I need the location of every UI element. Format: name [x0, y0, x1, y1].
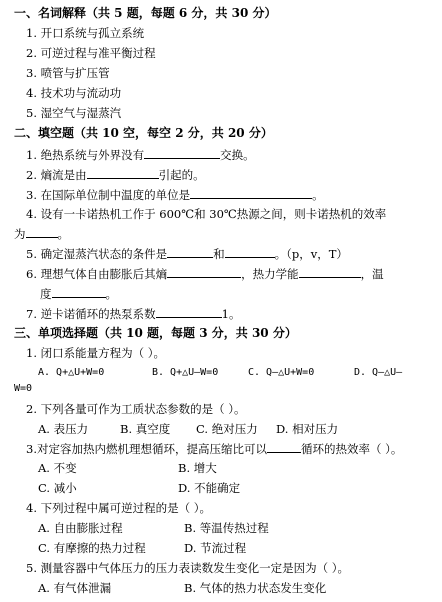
fill-blank[interactable] [144, 147, 220, 159]
choice-q3-option-d[interactable]: D. 不能确定 [178, 481, 241, 495]
fill-q3: 3. 在国际单位制中温度的单位是 。 [26, 188, 324, 202]
fill-q7: 7. 逆卡诺循环的热泵系数 1。 [26, 307, 241, 321]
choice-q1-option-d-cont: W=0 [14, 383, 33, 394]
choice-q4-option-c[interactable]: C. 有摩擦的热力过程 [38, 541, 146, 555]
choice-q5-option-a[interactable]: A. 有气体泄漏 [38, 581, 112, 595]
fill-blank[interactable] [156, 306, 222, 318]
choice-q1-option-d[interactable]: D. Q—△U— [354, 367, 403, 378]
fill-blank[interactable] [225, 246, 275, 258]
fill-blank[interactable] [167, 266, 241, 278]
fill-blank[interactable] [190, 187, 312, 199]
fill-blank[interactable] [52, 286, 106, 298]
section-2-title: 二、填空题（共 10 空，每空 2 分，共 20 分） [14, 126, 273, 140]
fill-blank[interactable] [167, 246, 213, 258]
choice-q3-option-c[interactable]: C. 减小 [38, 481, 77, 495]
choice-q2-option-a[interactable]: A. 表压力 [38, 422, 89, 436]
choice-q3: 3.对定容加热内燃机理想循环，提高压缩比可以 循环的热效率（ ）。 [26, 442, 403, 456]
choice-q5-option-b[interactable]: B. 气体的热力状态发生变化 [184, 581, 327, 595]
choice-q4: 4. 下列过程中属可逆过程的是（ ）。 [26, 501, 212, 515]
choice-q5: 5. 测量容器中气体压力的压力表读数发生变化一定是因为（ ）。 [26, 561, 350, 575]
fill-q4: 4. 设有一卡诺热机工作于 600℃和 30℃热源之间，则卡诺热机的效率 [26, 207, 387, 221]
fill-blank[interactable] [87, 167, 159, 179]
fill-q2: 2. 熵流是由 引起的。 [26, 168, 205, 182]
choice-q2-option-c[interactable]: C. 绝对压力 [196, 422, 258, 436]
choice-q1-option-a[interactable]: A. Q+△U+W=0 [38, 367, 105, 378]
choice-q2: 2. 下列各量可作为工质状态参数的是（ ）。 [26, 402, 246, 416]
s1-item-3: 3. 喷管与扩压管 [26, 66, 110, 80]
choice-q4-option-d[interactable]: D. 节流过程 [184, 541, 247, 555]
choice-q3-option-a[interactable]: A. 不变 [38, 461, 77, 475]
choice-q3-option-b[interactable]: B. 增大 [178, 461, 217, 475]
fill-q1: 1. 绝热系统与外界没有 交换。 [26, 148, 255, 162]
choice-q1-option-b[interactable]: B. Q+△U—W=0 [152, 367, 219, 378]
fill-q6-cont: 度 。 [40, 287, 117, 301]
fill-blank[interactable] [299, 266, 361, 278]
s1-item-2: 2. 可逆过程与准平衡过程 [26, 46, 156, 60]
s1-item-5: 5. 湿空气与湿蒸汽 [26, 106, 122, 120]
fill-q6: 6. 理想气体自由膨胀后其熵 ，热力学能 ，温 [26, 267, 384, 281]
s1-item-4: 4. 技术功与流动功 [26, 86, 122, 100]
fill-blank[interactable] [26, 226, 58, 238]
fill-q5: 5. 确定湿蒸汽状态的条件是 和 。（p，v，T） [26, 247, 348, 261]
choice-q4-option-a[interactable]: A. 自由膨胀过程 [38, 521, 123, 535]
choice-q2-option-b[interactable]: B. 真空度 [120, 422, 171, 436]
fill-blank[interactable] [267, 441, 301, 453]
fill-q4-cont: 为 。 [14, 227, 69, 241]
s1-item-1: 1. 开口系统与孤立系统 [26, 26, 145, 40]
section-1-title: 一、名词解释（共 5 题，每题 6 分，共 30 分） [14, 6, 277, 20]
choice-q2-option-d[interactable]: D. 相对压力 [276, 422, 339, 436]
section-3-title: 三、单项选择题（共 10 题，每题 3 分，共 30 分） [14, 326, 297, 340]
choice-q1: 1. 闭口系能量方程为（ ）。 [26, 346, 166, 360]
choice-q4-option-b[interactable]: B. 等温传热过程 [184, 521, 269, 535]
choice-q1-option-c[interactable]: C. Q—△U+W=0 [248, 367, 315, 378]
